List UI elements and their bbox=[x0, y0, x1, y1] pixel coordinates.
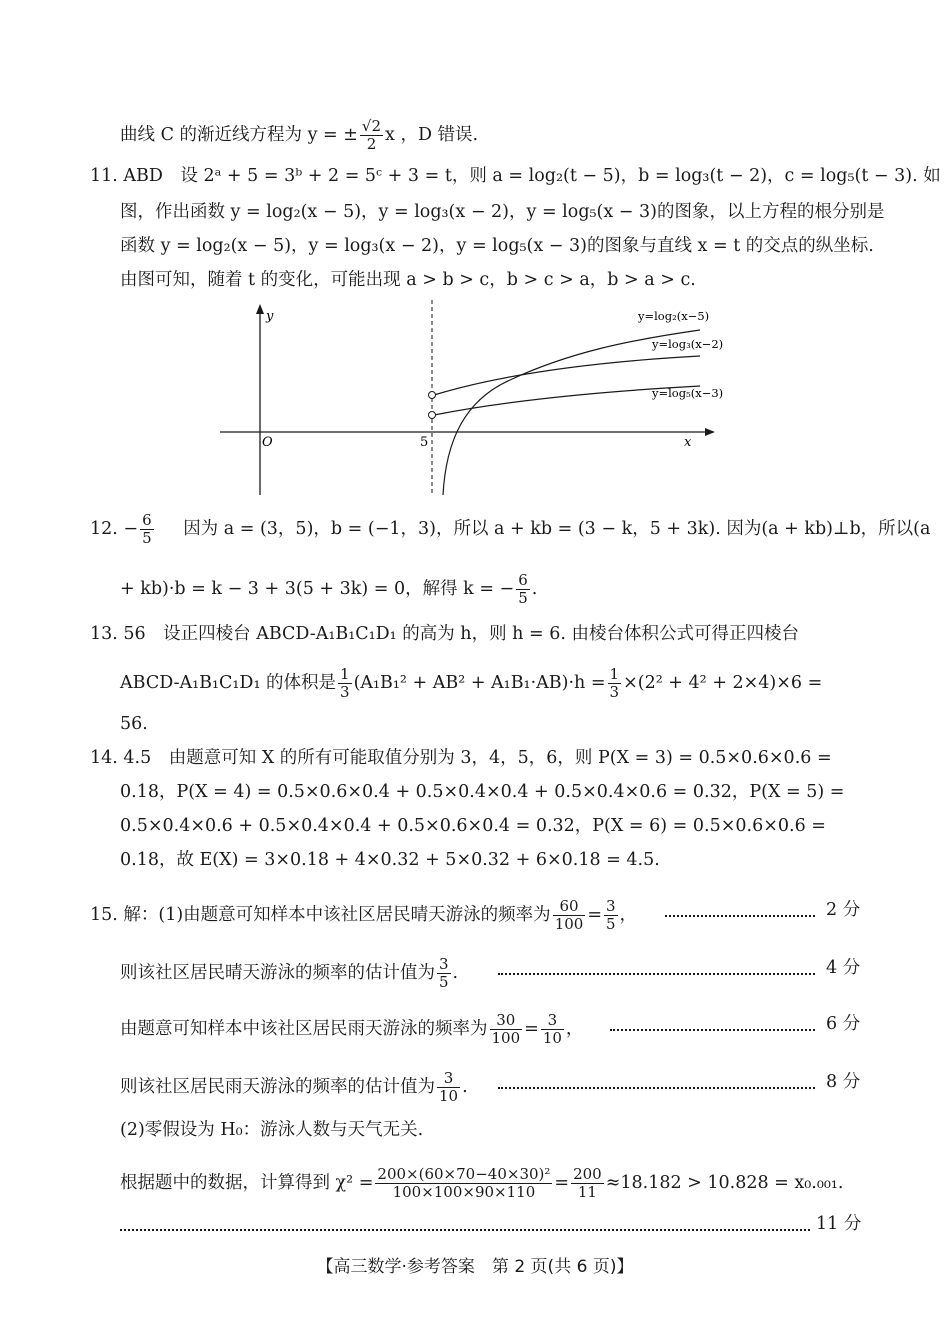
q12-line-2: + kb)·b = k − 3 + 3(5 + 3k) = 0，解得 k = − $\frac{6}{5}$ . bbox=[120, 571, 538, 607]
q15-line-2: 则该社区居民晴天游泳的频率的估计值为 $\frac{3}{5}$ . bbox=[120, 955, 459, 991]
q11-line-1: 11. ABD 设 2ᵃ + 5 = 3ᵇ + 2 = 5ᶜ + 3 = t，则 a = log₂(t − 5)，b = log₃(t − 2)，c = log₅(t − 3). 如 bbox=[90, 166, 941, 186]
score-4: 4 分 bbox=[826, 958, 861, 978]
q12-line-1: 12. − $\frac{6}{5}$ 因为 a = (3，5)，b = (−1，3)，所以 a + kb = (3 − k，5 + 3k). 因为(a + kb)⊥b，所以(a bbox=[90, 511, 931, 547]
log-function-graph bbox=[210, 300, 730, 500]
q13-line-3: 56. bbox=[120, 714, 148, 734]
score-11: 11 分 bbox=[816, 1214, 862, 1234]
page-footer: 【高三数学·参考答案 第 2 页(共 6 页)】 bbox=[316, 1257, 634, 1277]
q10-line: 曲线 C 的渐近线方程为 y = ± $\frac{√2}{2}$ x ，D 错误. bbox=[120, 117, 479, 153]
q12-k-fraction: $\frac{6}{5}$ bbox=[518, 571, 528, 607]
curve-log2 bbox=[443, 330, 700, 495]
q13-line-2: ABCD-A₁B₁C₁D₁ 的体积是 $\frac{1}{3}$ (A₁B₁² + AB² + A₁B₁·AB)·h = $\frac{1}{3}$ ×(2² + 4² + 2×4)×6 = bbox=[120, 665, 823, 701]
q14-line-2: 0.18，P(X = 4) = 0.5×0.6×0.4 + 0.5×0.4×0.4 + 0.5×0.4×0.6 = 0.32，P(X = 5) = bbox=[120, 782, 845, 802]
leader-dots bbox=[665, 915, 815, 917]
q15-line-5: (2)零假设为 H₀：游泳人数与天气无关. bbox=[120, 1120, 424, 1140]
y-axis-arrow bbox=[256, 304, 264, 314]
x-axis-arrow bbox=[705, 428, 715, 436]
q10-fraction: $\frac{√2}{2}$ bbox=[361, 117, 382, 153]
q12-answer-fraction: $\frac{6}{5}$ bbox=[142, 511, 152, 547]
q14-line-4: 0.18，故 E(X) = 3×0.18 + 4×0.32 + 5×0.32 + 6×0.18 = 4.5. bbox=[120, 850, 660, 870]
leader-dots bbox=[498, 973, 815, 975]
tick-label-5: 5 bbox=[420, 435, 429, 450]
q11-line-3: 函数 y = log₂(x − 5)，y = log₃(x − 2)，y = log₅(x − 3)的图象与直线 x = t 的交点的纵坐标. bbox=[120, 236, 874, 256]
score-8: 8 分 bbox=[826, 1072, 861, 1092]
curve1-label: y=log₂(x−5) bbox=[638, 309, 710, 323]
leader-dots bbox=[120, 1229, 810, 1231]
x-axis-label: x bbox=[684, 435, 692, 450]
open-point-log5 bbox=[429, 412, 436, 419]
q15-line-3: 由题意可知样本中该社区居民雨天游泳的频率为 $\frac{30}{100}$ = $\frac{3}{10}$ ， bbox=[120, 1011, 584, 1047]
curve3-label: y=log₅(x−3) bbox=[652, 386, 724, 400]
q11-line-2: 图，作出函数 y = log₂(x − 5)，y = log₃(x − 2)，y = log₅(x − 3)的图象，以上方程的根分别是 bbox=[120, 202, 885, 222]
q10-text: 曲线 C 的渐近线方程为 y = ± bbox=[120, 125, 358, 145]
score-6: 6 分 bbox=[826, 1014, 861, 1034]
q14-line-1: 14. 4.5 由题意可知 X 的所有可能取值分别为 3，4，5，6，则 P(X = 3) = 0.5×0.6×0.6 = bbox=[90, 748, 832, 768]
q15-line-4: 则该社区居民雨天游泳的频率的估计值为 $\frac{3}{10}$ . bbox=[120, 1069, 468, 1105]
q14-line-3: 0.5×0.4×0.6 + 0.5×0.4×0.4 + 0.5×0.6×0.4 = 0.32，P(X = 6) = 0.5×0.6×0.6 = bbox=[120, 816, 826, 836]
leader-dots bbox=[498, 1087, 815, 1089]
y-axis-label: y bbox=[266, 309, 274, 324]
score-2: 2 分 bbox=[826, 900, 861, 920]
leader-dots bbox=[610, 1029, 815, 1031]
curve2-label: y=log₃(x−2) bbox=[652, 337, 724, 351]
open-point-log3 bbox=[429, 392, 436, 399]
q15-line-6: 根据题中的数据，计算得到 χ² = $\frac{\text{200×(60×70−40×30)²}}{100\times 100\times 90\times 110}$ = $\frac{200}{11}$ ≈18.182 > 10.828 = x₀.₀₀₁. bbox=[120, 1165, 844, 1201]
q13-line-1: 13. 56 设正四棱台 ABCD-A₁B₁C₁D₁ 的高为 h，则 h = 6. 由棱台体积公式可得正四棱台 bbox=[90, 624, 799, 644]
q11-line-4: 由图可知，随着 t 的变化，可能出现 a > b > c，b > c > a，b > a > c. bbox=[120, 270, 696, 290]
q15-line-1: 15. 解：(1)由题意可知样本中该社区居民晴天游泳的频率为 $\frac{60}{100}$ = $\frac{3}{5}$ ， bbox=[90, 897, 638, 933]
origin-label: O bbox=[262, 435, 273, 450]
